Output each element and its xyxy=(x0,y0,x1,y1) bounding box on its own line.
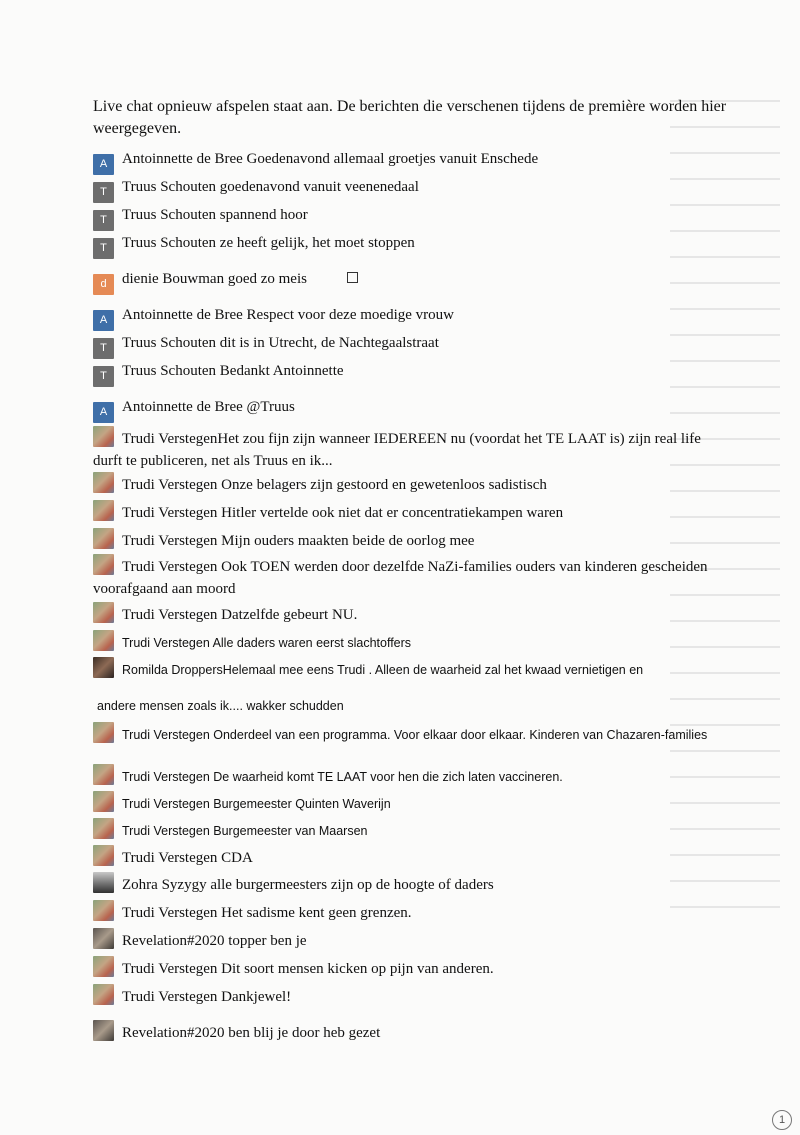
message-text: Trudi VerstegenHet zou fijn zijn wanneer IEDEREEN nu (voordat het TE LAAT is) zijn real life durft te publiceren, net als Truus en ik... xyxy=(93,431,701,469)
avatar: A xyxy=(93,402,114,423)
chat-message xyxy=(93,270,733,295)
chat-message xyxy=(93,900,733,923)
message-text: Trudi Verstegen Hitler vertelde ook niet dat er concentratiekampen waren xyxy=(122,505,564,521)
message-text: dienie Bouwman goed zo meis xyxy=(122,271,307,287)
message-text: Revelation#2020 ben blij je door heb gezet xyxy=(122,1025,381,1041)
message-text: Trudi Verstegen Mijn ouders maakten beide de oorlog mee xyxy=(122,533,475,549)
avatar-photo-icon xyxy=(93,956,114,977)
chat-message xyxy=(93,791,733,814)
chat-message xyxy=(93,554,733,600)
message-text: Antoinnette de Bree @Truus xyxy=(122,399,295,415)
chat-message xyxy=(93,334,733,359)
message-text: Trudi Verstegen Dit soort mensen kicken op pijn van anderen. xyxy=(122,961,494,977)
chat-message xyxy=(93,234,733,259)
avatar-photo-icon xyxy=(93,900,114,921)
message-text: Trudi Verstegen Dankjewel! xyxy=(122,989,292,1005)
message-text: Trudi Verstegen Het sadisme kent geen grenzen. xyxy=(122,905,412,921)
chat-message xyxy=(93,602,733,625)
message-text: Truus Schouten goedenavond vanuit veenenedaal xyxy=(122,179,419,195)
chat-message-continuation xyxy=(97,697,737,716)
chat-message xyxy=(93,872,733,895)
avatar-photo-icon xyxy=(93,528,114,549)
avatar: T xyxy=(93,238,114,259)
message-text: Truus Schouten Bedankt Antoinnette xyxy=(122,363,344,379)
chat-message xyxy=(93,956,733,979)
page-mark: 1 xyxy=(772,1110,792,1130)
message-text: Trudi Verstegen Burgemeester van Maarsen xyxy=(122,824,368,838)
avatar: T xyxy=(93,182,114,203)
message-text: Romilda DroppersHelemaal mee eens Trudi . Alleen de waarheid zal het kwaad vernietigen en xyxy=(122,663,644,677)
message-text: Trudi Verstegen CDA xyxy=(122,850,253,866)
chat-message xyxy=(93,206,733,231)
chat-message xyxy=(93,306,733,331)
message-text: Trudi Verstegen Onderdeel van een programma. Voor elkaar door elkaar. Kinderen van Chazaren-families xyxy=(122,728,708,742)
avatar-photo-icon xyxy=(93,791,114,812)
message-text: Trudi Verstegen Datzelfde gebeurt NU. xyxy=(122,607,358,623)
chat-message xyxy=(93,528,733,551)
chat-message xyxy=(93,845,733,868)
chat-message xyxy=(93,928,733,951)
avatar: d xyxy=(93,274,114,295)
message-text: Antoinnette de Bree Goedenavond allemaal groetjes vanuit Enschede xyxy=(122,151,539,167)
message-text: andere mensen zoals ik.... wakker schudden xyxy=(97,699,344,713)
chat-message xyxy=(93,472,733,495)
chat-message xyxy=(93,657,733,680)
avatar-photo-icon xyxy=(93,872,114,893)
avatar: T xyxy=(93,366,114,387)
avatar-photo-icon xyxy=(93,845,114,866)
avatar-photo-icon xyxy=(93,554,114,575)
message-text: Trudi Verstegen Ook TOEN werden door dezelfde NaZi-families ouders van kinderen gescheiden voorafgaand aan moord xyxy=(93,559,708,597)
avatar-photo-icon xyxy=(93,1020,114,1041)
chat-message xyxy=(93,500,733,523)
avatar: T xyxy=(93,338,114,359)
chat-message xyxy=(93,984,733,1007)
message-text: Truus Schouten ze heeft gelijk, het moet stoppen xyxy=(122,235,415,251)
chat-message xyxy=(93,1020,733,1043)
chat-message xyxy=(93,362,733,387)
message-text: Antoinnette de Bree Respect voor deze moedige vrouw xyxy=(122,307,454,323)
chat-message xyxy=(93,630,733,653)
message-text: Trudi Verstegen Onze belagers zijn gestoord en gewetenloos sadistisch xyxy=(122,477,547,493)
chat-message xyxy=(93,818,733,841)
avatar-photo-icon xyxy=(93,500,114,521)
chat-message xyxy=(93,150,733,175)
message-text: Revelation#2020 topper ben je xyxy=(122,933,307,949)
message-text: Trudi Verstegen De waarheid komt TE LAAT voor hen die zich laten vaccineren. xyxy=(122,770,563,784)
avatar-photo-icon xyxy=(93,928,114,949)
avatar-photo-icon xyxy=(93,472,114,493)
avatar-photo-icon xyxy=(93,602,114,623)
message-text: Trudi Verstegen Alle daders waren eerst slachtoffers xyxy=(122,636,412,650)
message-text: Trudi Verstegen Burgemeester Quinten Waverijn xyxy=(122,797,391,811)
avatar-photo-icon xyxy=(93,984,114,1005)
avatar-photo-icon xyxy=(93,657,114,678)
avatar-photo-icon xyxy=(93,722,114,743)
avatar-photo-icon xyxy=(93,764,114,785)
avatar-photo-icon xyxy=(93,818,114,839)
avatar-photo-icon xyxy=(93,426,114,447)
avatar-photo-icon xyxy=(93,630,114,651)
message-text: Truus Schouten dit is in Utrecht, de Nachtegaalstraat xyxy=(122,335,439,351)
message-text: Truus Schouten spannend hoor xyxy=(122,207,308,223)
avatar: A xyxy=(93,154,114,175)
chat-message xyxy=(93,722,733,744)
chat-message xyxy=(93,764,733,787)
message-text: Zohra Syzygy alle burgermeesters zijn op de hoogte of daders xyxy=(122,877,494,893)
missing-emoji-icon xyxy=(347,272,358,283)
avatar: T xyxy=(93,210,114,231)
replay-notice: Live chat opnieuw afspelen staat aan. De berichten die verschenen tijdens de première worden hier weergegeven. xyxy=(93,98,727,137)
chat-message xyxy=(93,426,733,472)
chat-message xyxy=(93,178,733,203)
avatar: A xyxy=(93,310,114,331)
chat-message xyxy=(93,398,733,423)
